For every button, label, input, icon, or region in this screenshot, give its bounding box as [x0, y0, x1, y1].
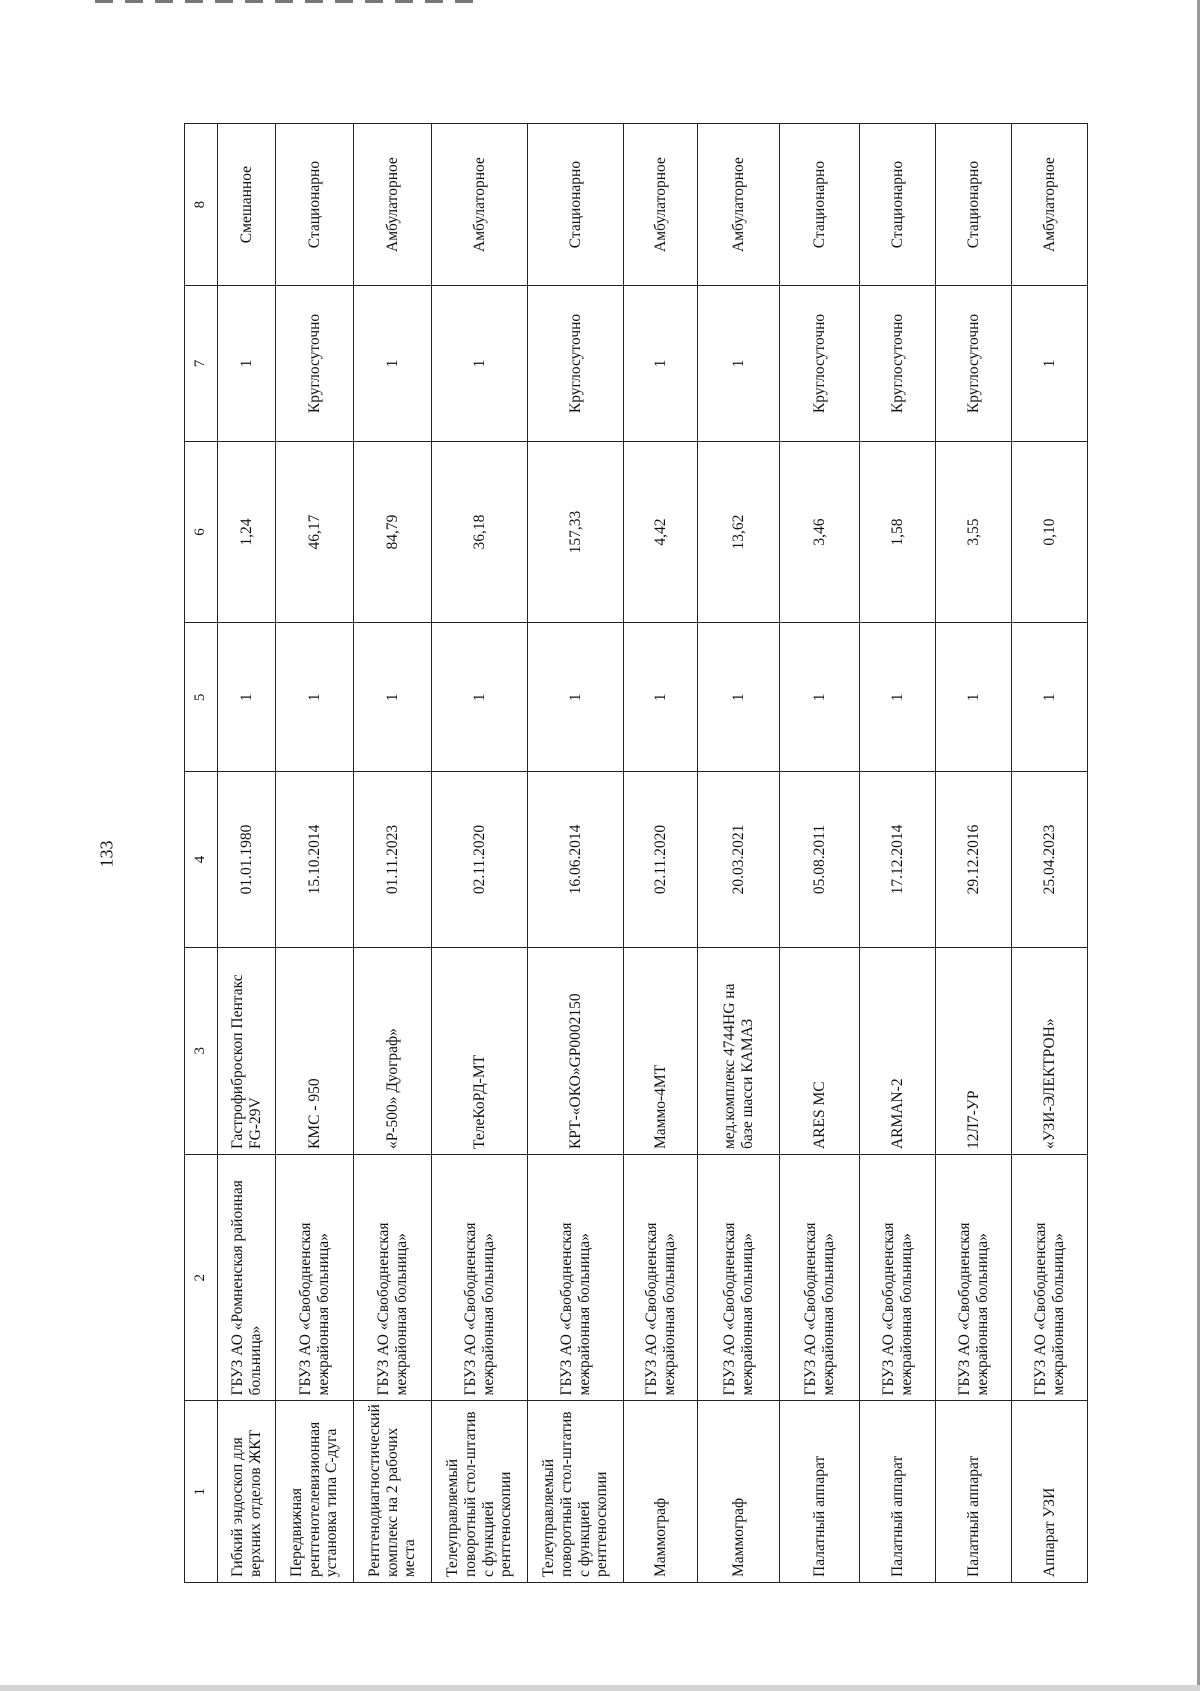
organization-cell: ГБУЗ АО «Свободненская межрайонная больница» — [624, 1155, 698, 1401]
page-bottom-edge — [0, 1685, 1200, 1691]
table-row — [780, 124, 860, 1583]
model-cell: КРТ-«ОКО»GP0002150 — [528, 947, 624, 1155]
mode-cell: Стационарно — [780, 124, 860, 286]
quantity-cell: 1 — [936, 623, 1012, 772]
equipment-name-cell: Аппарат УЗИ — [1012, 1401, 1088, 1583]
date-cell: 01.01.1980 — [218, 772, 276, 947]
model-cell: ARMAN-2 — [860, 947, 936, 1155]
value-cell: 46,17 — [276, 441, 354, 623]
quantity-cell: 1 — [218, 623, 276, 772]
shift-cell: 1 — [698, 286, 780, 442]
rotated-table — [184, 123, 1086, 1583]
equipment-table-container — [184, 123, 1086, 1583]
mode-cell: Амбулаторное — [354, 124, 432, 286]
quantity-cell: 1 — [354, 623, 432, 772]
column-header: 1 — [185, 1401, 218, 1583]
organization-cell: ГБУЗ АО «Свободненская межрайонная больница» — [780, 1155, 860, 1401]
model-cell: Маммо-4МТ — [624, 947, 698, 1155]
date-cell: 15.10.2014 — [276, 772, 354, 947]
mode-cell: Стационарно — [860, 124, 936, 286]
equipment-name-cell: Телеуправляемый поворотный стол-штатив с функцией рентгеноскопии — [432, 1401, 528, 1583]
shift-cell: 1 — [218, 286, 276, 442]
shift-cell: Круглосуточно — [276, 286, 354, 442]
mode-cell: Амбулаторное — [1012, 124, 1088, 286]
column-header: 4 — [185, 772, 218, 947]
organization-cell: ГБУЗ АО «Свободненская межрайонная больница» — [698, 1155, 780, 1401]
model-cell: КМС - 950 — [276, 947, 354, 1155]
model-cell: ARES MC — [780, 947, 860, 1155]
mode-cell: Амбулаторное — [698, 124, 780, 286]
model-cell: 12Л7-УР — [936, 947, 1012, 1155]
organization-cell: ГБУЗ АО «Ромненская районная больница» — [218, 1155, 276, 1401]
quantity-cell: 1 — [624, 623, 698, 772]
mode-cell: Смешанное — [218, 124, 276, 286]
organization-cell: ГБУЗ АО «Свободненская межрайонная больница» — [860, 1155, 936, 1401]
quantity-cell: 1 — [860, 623, 936, 772]
mode-cell: Стационарно — [528, 124, 624, 286]
shift-cell: Круглосуточно — [780, 286, 860, 442]
equipment-table — [184, 123, 1088, 1583]
quantity-cell: 1 — [528, 623, 624, 772]
shift-cell: 1 — [624, 286, 698, 442]
table-row — [1012, 124, 1088, 1583]
table-header-row — [185, 124, 218, 1583]
mode-cell: Амбулаторное — [432, 124, 528, 286]
column-header: 2 — [185, 1155, 218, 1401]
column-header: 5 — [185, 623, 218, 772]
mode-cell: Амбулаторное — [624, 124, 698, 286]
equipment-name-cell: Палатный аппарат — [860, 1401, 936, 1583]
date-cell: 29.12.2016 — [936, 772, 1012, 947]
equipment-name-cell: Рентгенодиагностический комплекс на 2 рабочих места — [354, 1401, 432, 1583]
value-cell: 1,24 — [218, 441, 276, 623]
table-row — [624, 124, 698, 1583]
value-cell: 0,10 — [1012, 441, 1088, 623]
date-cell: 25.04.2023 — [1012, 772, 1088, 947]
shift-cell: Круглосуточно — [528, 286, 624, 442]
equipment-name-cell: Телеуправляемый поворотный стол-штатив с функцией рентгеноскопии — [528, 1401, 624, 1583]
organization-cell: ГБУЗ АО «Свободненская межрайонная больница» — [1012, 1155, 1088, 1401]
value-cell: 1,58 — [860, 441, 936, 623]
table-row — [354, 124, 432, 1583]
model-cell: Гастрофиброскоп Пентакс FG-29V — [218, 947, 276, 1155]
shift-cell: Круглосуточно — [936, 286, 1012, 442]
page-number: 133 — [96, 840, 117, 868]
shift-cell: 1 — [1012, 286, 1088, 442]
equipment-name-cell: Гибкий эндоскоп для верхних отделов ЖКТ — [218, 1401, 276, 1583]
date-cell: 16.06.2014 — [528, 772, 624, 947]
model-cell: «Р-500» Дуограф» — [354, 947, 432, 1155]
date-cell: 05.08.2011 — [780, 772, 860, 947]
organization-cell: ГБУЗ АО «Свободненская межрайонная больница» — [936, 1155, 1012, 1401]
mode-cell: Стационарно — [936, 124, 1012, 286]
quantity-cell: 1 — [432, 623, 528, 772]
organization-cell: ГБУЗ АО «Свободненская межрайонная больница» — [432, 1155, 528, 1401]
model-cell: ТелеКоРД-МТ — [432, 947, 528, 1155]
value-cell: 3,46 — [780, 441, 860, 623]
quantity-cell: 1 — [780, 623, 860, 772]
value-cell: 4,42 — [624, 441, 698, 623]
date-cell: 17.12.2014 — [860, 772, 936, 947]
shift-cell: Круглосуточно — [860, 286, 936, 442]
column-header: 8 — [185, 124, 218, 286]
shift-cell: 1 — [432, 286, 528, 442]
value-cell: 13,62 — [698, 441, 780, 623]
column-header: 6 — [185, 441, 218, 623]
quantity-cell: 1 — [698, 623, 780, 772]
table-row — [432, 124, 528, 1583]
table-row — [860, 124, 936, 1583]
value-cell: 3,55 — [936, 441, 1012, 623]
value-cell: 157,33 — [528, 441, 624, 623]
table-row — [936, 124, 1012, 1583]
date-cell: 02.11.2020 — [624, 772, 698, 947]
equipment-name-cell: Передвижная рентгенотелевизионная установка типа С-дуга — [276, 1401, 354, 1583]
organization-cell: ГБУЗ АО «Свободненская межрайонная больница» — [276, 1155, 354, 1401]
model-cell: мед.комплекс 4744HG на базе шасси КАМАЗ — [698, 947, 780, 1155]
model-cell: «УЗИ-ЭЛЕКТРОН» — [1012, 947, 1088, 1155]
quantity-cell: 1 — [276, 623, 354, 772]
equipment-name-cell: Палатный аппарат — [780, 1401, 860, 1583]
value-cell: 84,79 — [354, 441, 432, 623]
table-row — [698, 124, 780, 1583]
value-cell: 36,18 — [432, 441, 528, 623]
equipment-name-cell: Маммограф — [698, 1401, 780, 1583]
column-header: 3 — [185, 947, 218, 1155]
table-row — [276, 124, 354, 1583]
equipment-name-cell: Маммограф — [624, 1401, 698, 1583]
table-row — [218, 124, 276, 1583]
date-cell: 01.11.2023 — [354, 772, 432, 947]
shift-cell: 1 — [354, 286, 432, 442]
mode-cell: Стационарно — [276, 124, 354, 286]
equipment-name-cell: Палатный аппарат — [936, 1401, 1012, 1583]
scan-marks — [95, 0, 475, 3]
quantity-cell: 1 — [1012, 623, 1088, 772]
organization-cell: ГБУЗ АО «Свободненская межрайонная больница» — [528, 1155, 624, 1401]
column-header: 7 — [185, 286, 218, 442]
table-row — [528, 124, 624, 1583]
date-cell: 02.11.2020 — [432, 772, 528, 947]
date-cell: 20.03.2021 — [698, 772, 780, 947]
organization-cell: ГБУЗ АО «Свободненская межрайонная больница» — [354, 1155, 432, 1401]
